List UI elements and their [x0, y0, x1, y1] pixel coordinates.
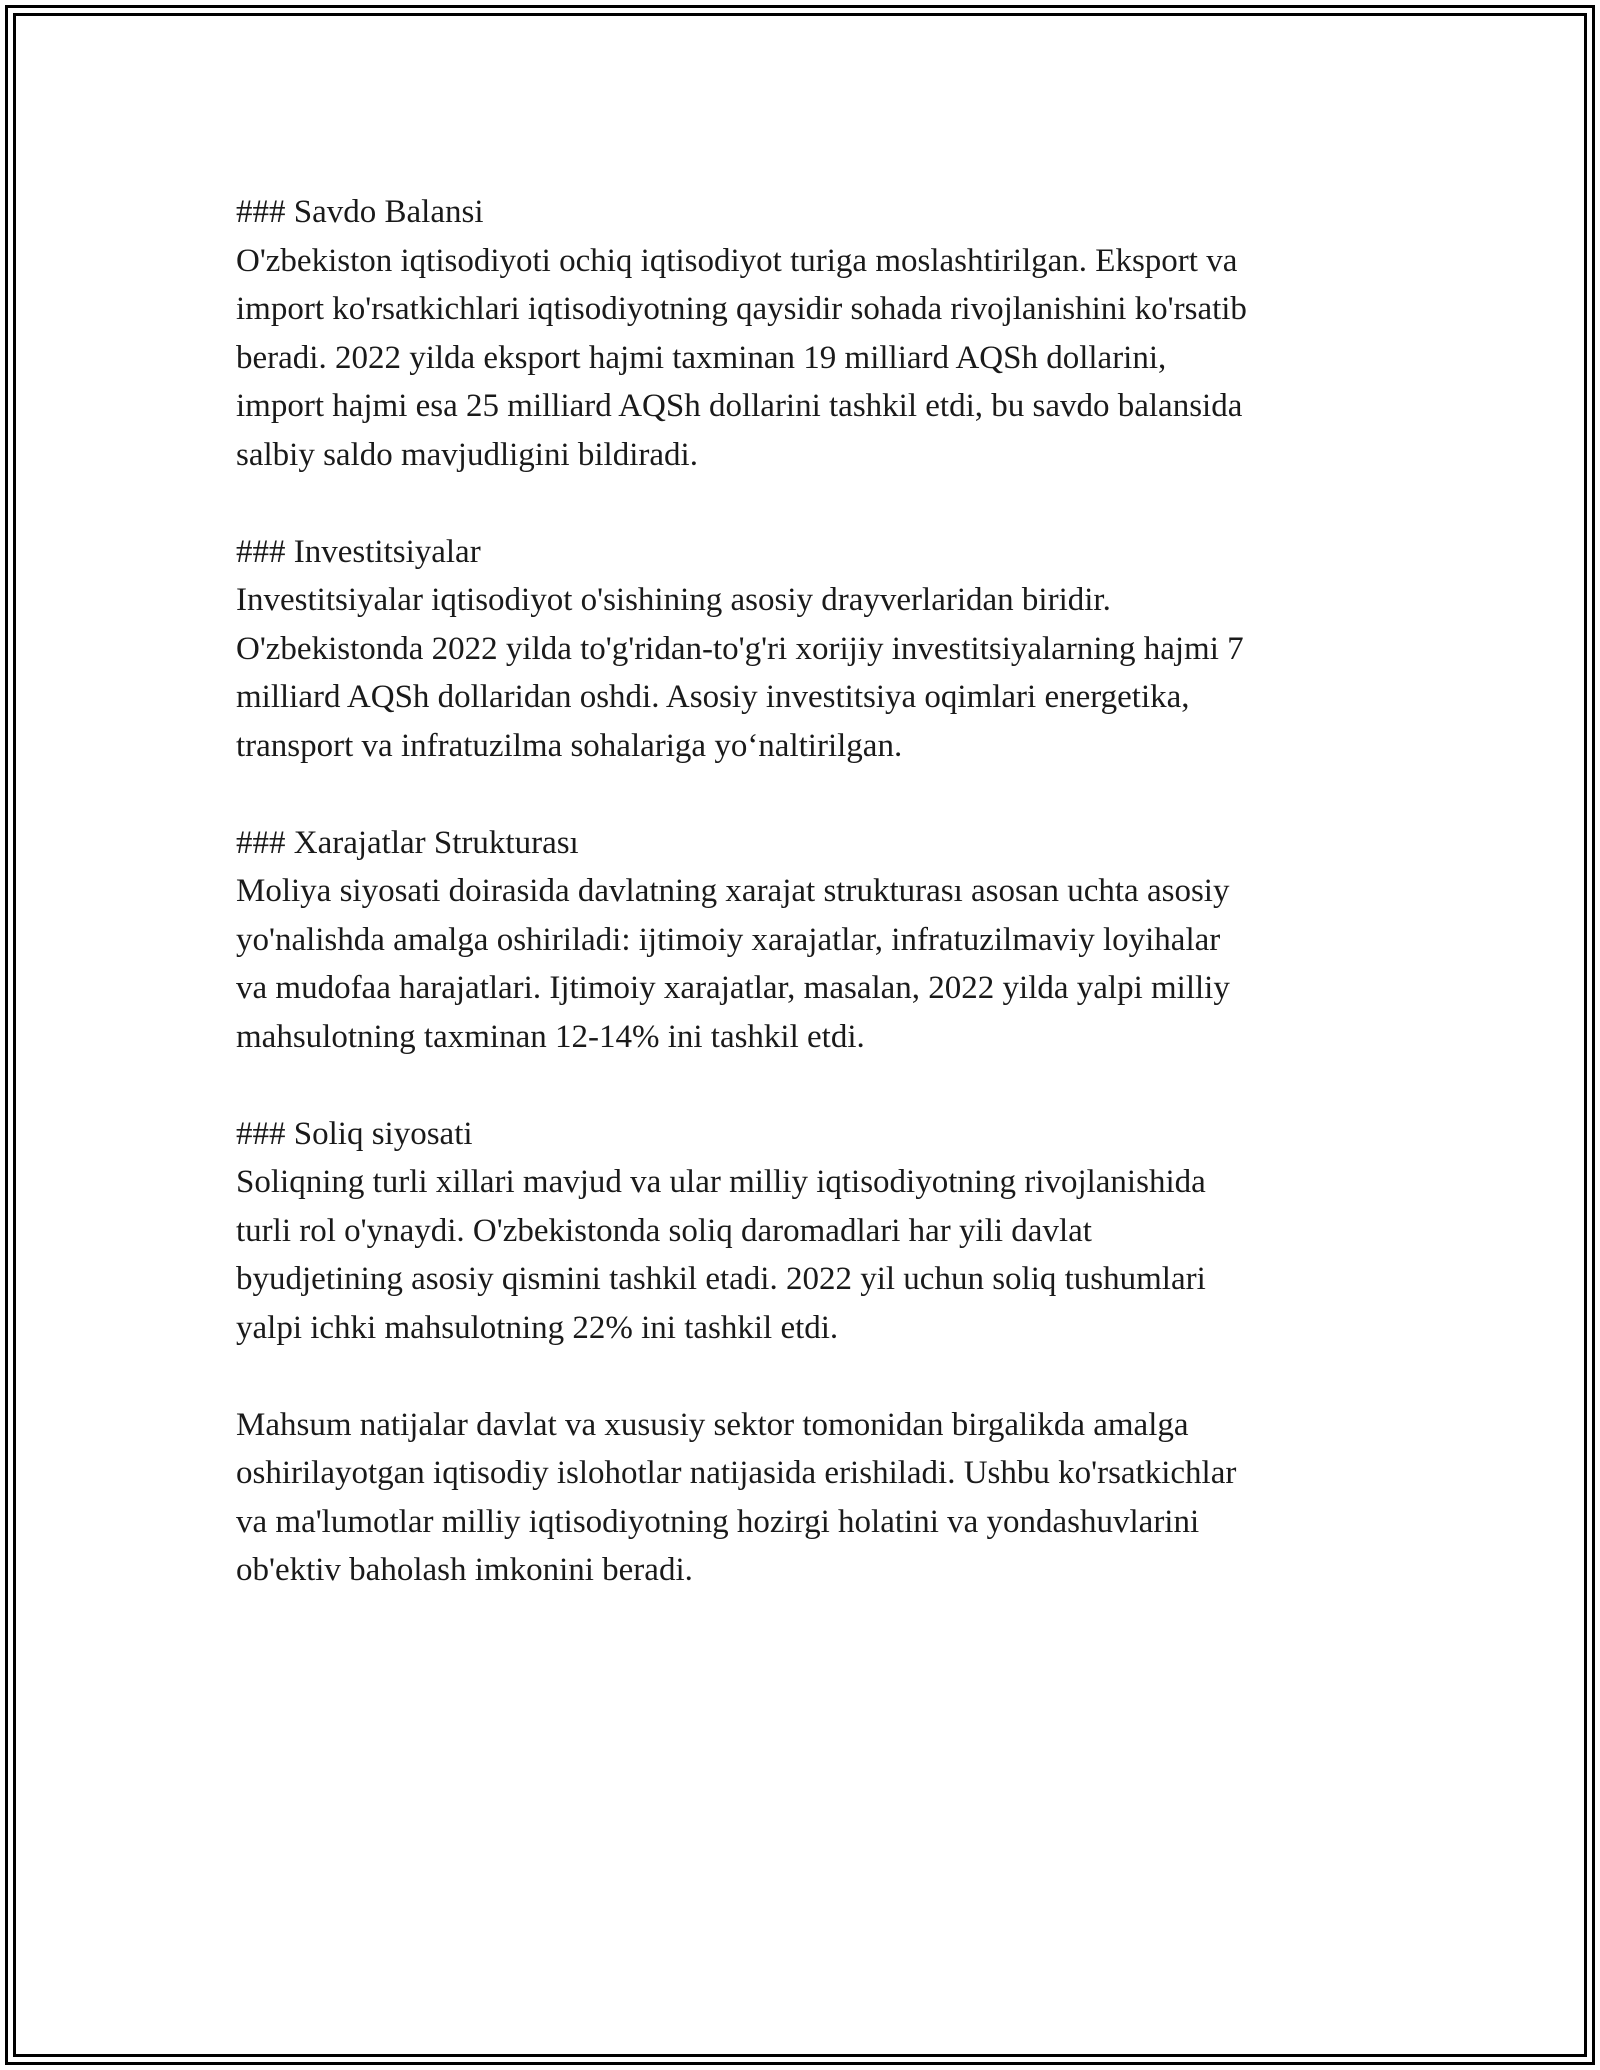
text-line: import ko'rsatkichlari iqtisodiyotning qaysidir sohada rivojlanishini ko'rsatib: [236, 291, 1247, 327]
section-heading: ### Soliq siyosati: [236, 1115, 473, 1152]
text-line: yo'nalishda amalga oshiriladi: ijtimoiy xarajatlar, infratuzilmaviy loyihalar: [236, 921, 1221, 958]
text-line: Mahsum natijalar davlat va xususiy sektor tomonidan birgalikda amalga: [236, 1406, 1189, 1443]
section-paragraph: [236, 237, 1376, 480]
conclusion-paragraph: [236, 1401, 1376, 1595]
text-line: import hajmi esa 25 milliard AQSh dollarini tashkil etdi, bu savdo balansida: [236, 388, 1243, 424]
text-line: byudjetining asosiy qismini tashkil etadi. 2022 yil uchun soliq tushumlari: [236, 1261, 1206, 1297]
text-line: Soliqning turli xillari mavjud va ular milliy iqtisodiyotning rivojlanishida: [236, 1164, 1206, 1200]
text-line: transport va infratuzilma sohalariga yoʻnaltirilgan.: [236, 727, 903, 764]
text-line: O'zbekiston iqtisodiyoti ochiq iqtisodiyot turiga moslashtirilgan. Eksport va: [236, 242, 1238, 279]
section-investitsiyalar: [236, 528, 1376, 771]
text-line: turli rol o'ynaydi. O'zbekistonda soliq daromadlari har yili davlat: [236, 1212, 1092, 1249]
text-line: milliard AQSh dollaridan oshdi. Asosiy investitsiya oqimlari energetika,: [236, 679, 1190, 715]
text-line: yalpi ichki mahsulotning 22% ini tashkil etdi.: [236, 1309, 839, 1346]
text-line: oshirilayotgan iqtisodiy islohotlar natijasida erishiladi. Ushbu ko'rsatkichlar: [236, 1455, 1237, 1491]
text-line: ob'ektiv baholash imkonini beradi.: [236, 1552, 693, 1588]
document-body: [236, 188, 1376, 1643]
section-paragraph: [236, 576, 1376, 770]
text-line: salbiy saldo mavjudligini bildiradi.: [236, 436, 698, 473]
section-heading: ### Investitsiyalar: [236, 533, 481, 570]
section-savdo-balansi: [236, 188, 1376, 479]
section-heading: ### Savdo Balansi: [236, 194, 484, 230]
text-line: mahsulotning taxminan 12-14% ini tashkil etdi.: [236, 1018, 865, 1055]
text-line: Investitsiyalar iqtisodiyot o'sishining asosiy drayverlaridan biridir.: [236, 582, 1111, 618]
text-line: beradi. 2022 yilda eksport hajmi taxminan 19 milliard AQSh dollarini,: [236, 339, 1167, 376]
section-heading: ### Xarajatlar Strukturası: [236, 824, 579, 861]
text-line: Moliya siyosati doirasida davlatning xarajat strukturası asosan uchta asosiy: [236, 873, 1230, 909]
section-xarajatlar-strukturasi: [236, 819, 1376, 1062]
text-line: O'zbekistonda 2022 yilda to'g'ridan-to'g'ri xorijiy investitsiyalarning hajmi 7: [236, 630, 1244, 667]
text-line: va ma'lumotlar milliy iqtisodiyotning hozirgi holatini va yondashuvlarini: [236, 1503, 1200, 1540]
conclusion: [236, 1401, 1376, 1595]
section-soliq-siyosati: [236, 1110, 1376, 1353]
section-paragraph: [236, 867, 1376, 1061]
section-paragraph: [236, 1158, 1376, 1352]
text-line: va mudofaa harajatlari. Ijtimoiy xarajatlar, masalan, 2022 yilda yalpi milliy: [236, 970, 1230, 1006]
